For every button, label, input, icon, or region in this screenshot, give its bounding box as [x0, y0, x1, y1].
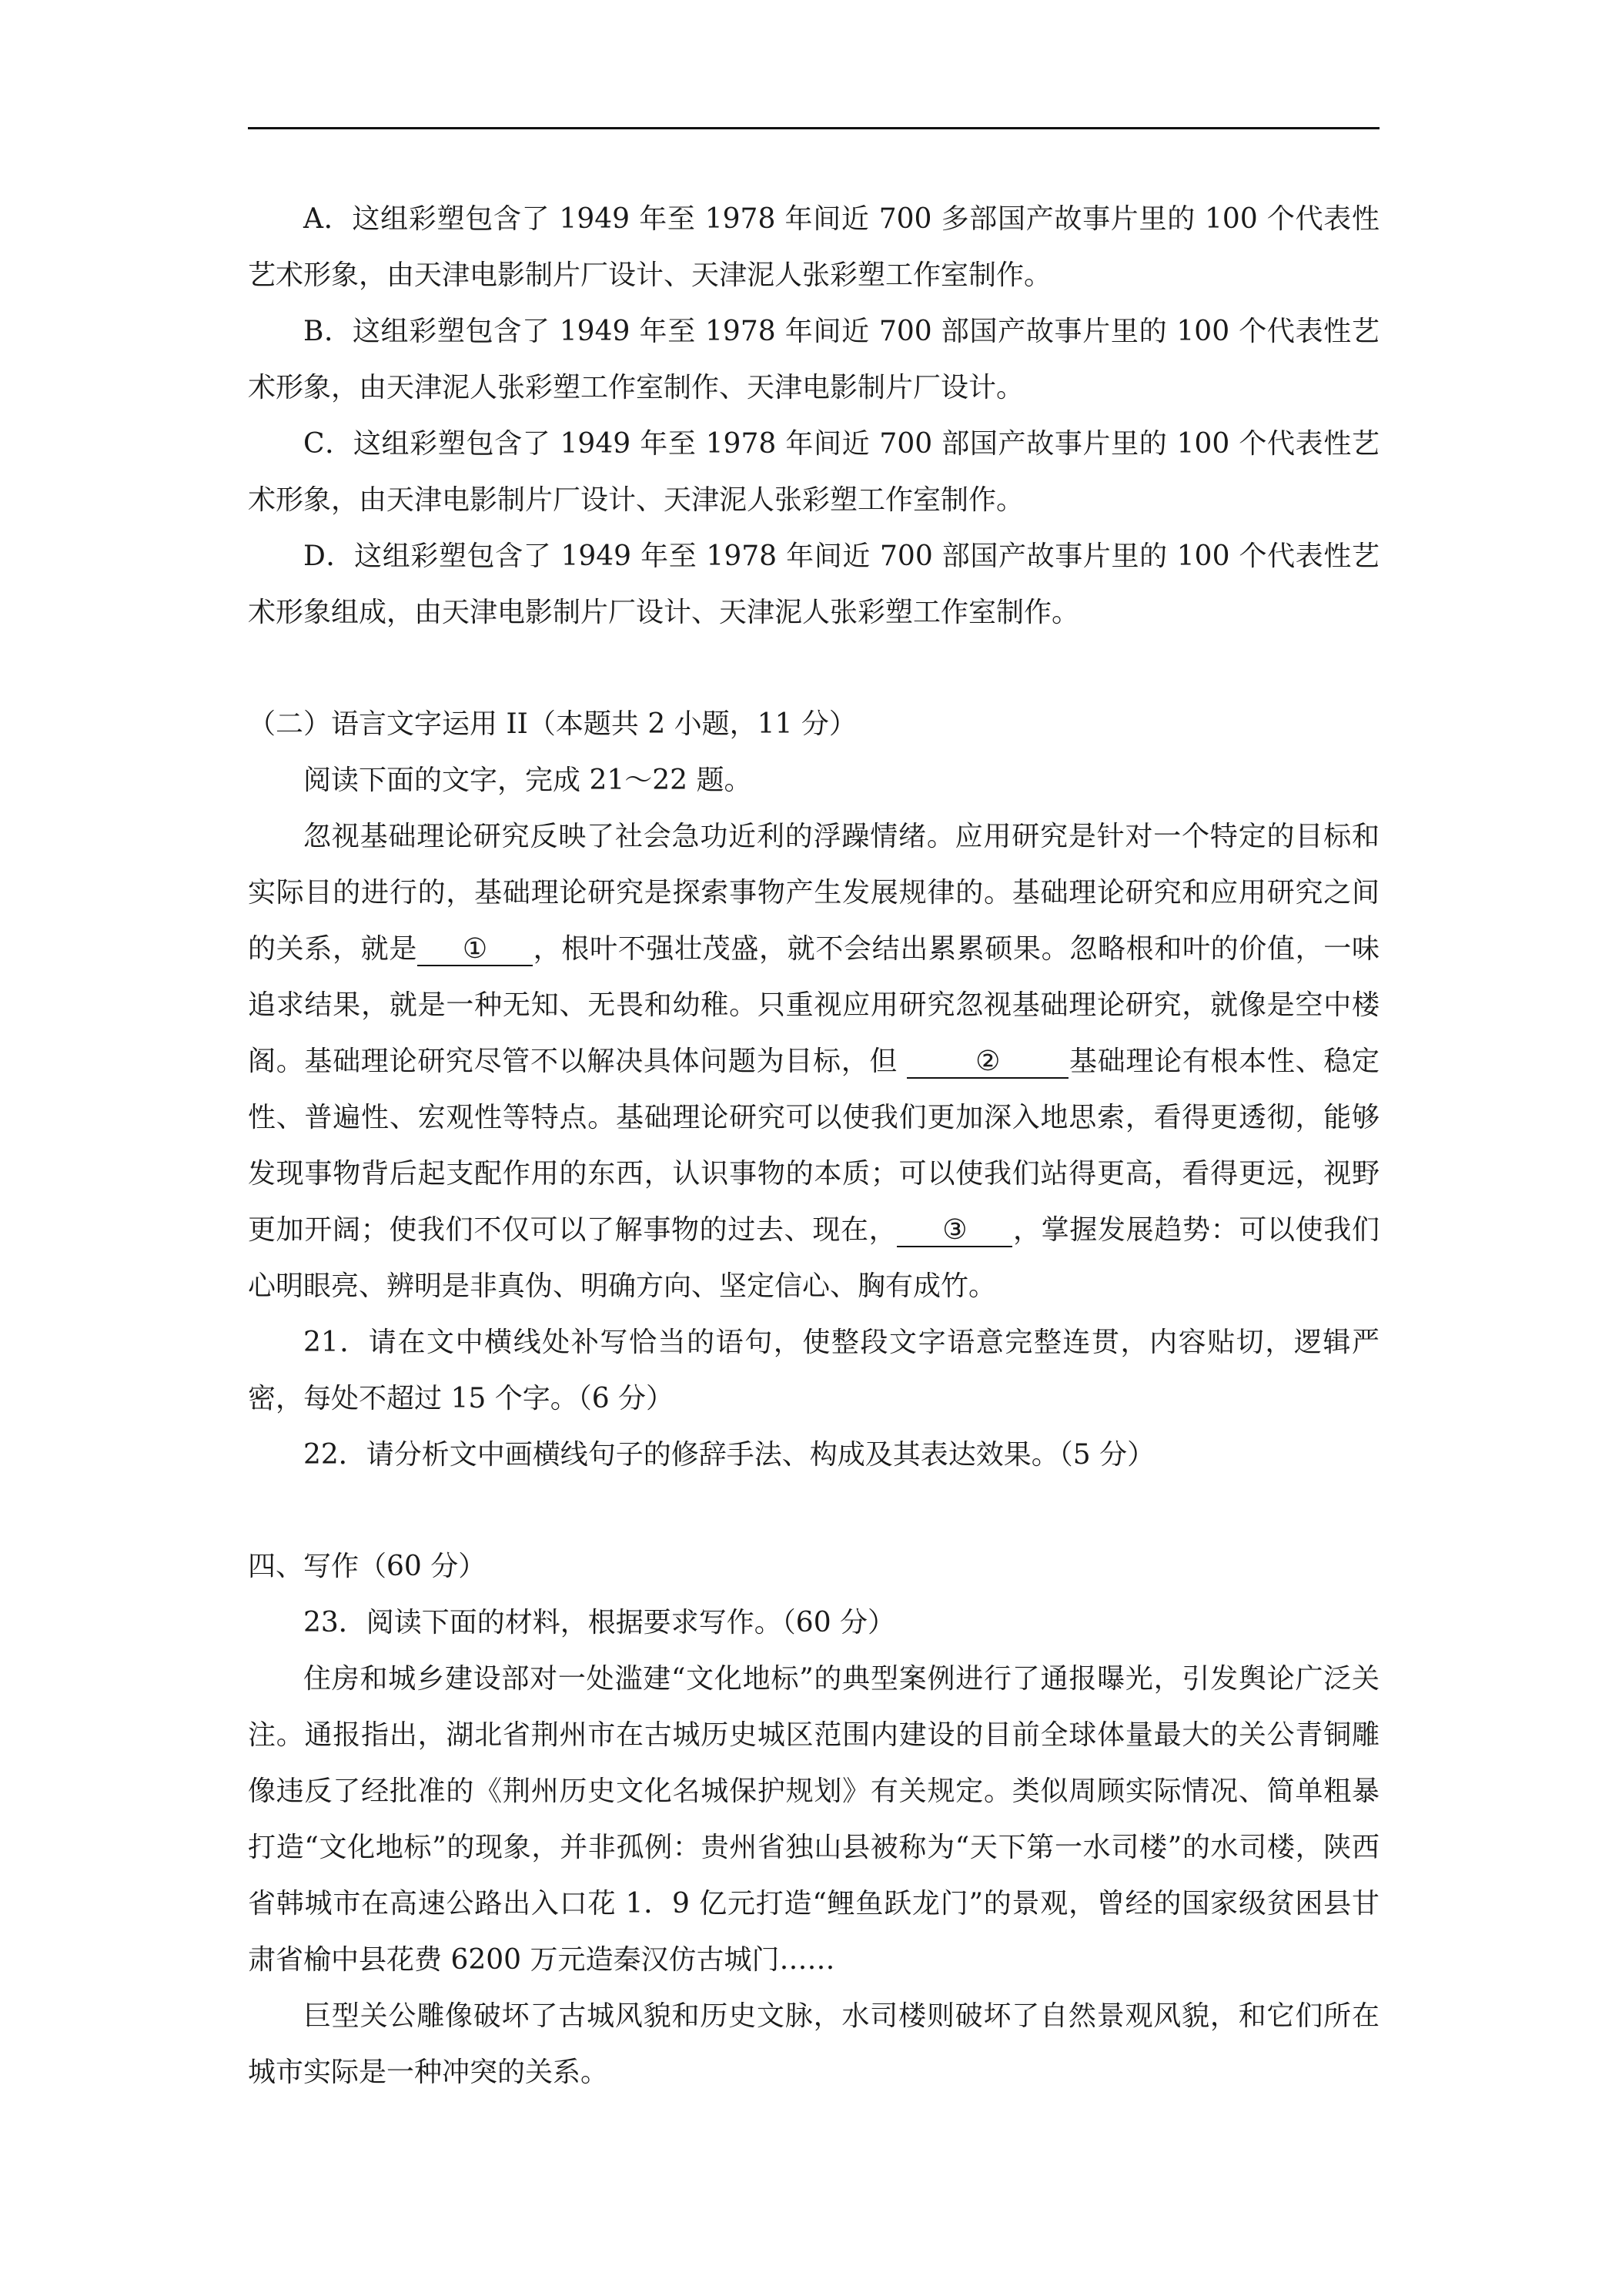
blank-2: ② [907, 1046, 1069, 1079]
blank-1: ① [417, 934, 533, 966]
question-23: 23．阅读下面的材料，根据要求写作。（60 分） [303, 1607, 896, 1638]
option-b: B．这组彩塑包含了 1949 年至 1978 年间近 700 部国产故事片里的 100 个代表性艺术形象，由天津泥人张彩塑工作室制作、天津电影制片厂设计。 [248, 316, 1380, 403]
passage-text-1: 忽视基础理论研究反映了社会急功近利的浮躁情绪。应用研究是针对一个特定的目标和实际目的进行的，基础理论研究是探索事物产生发展规律的。基础理论研究和应用研究之间的关系，就是 [248, 821, 1380, 965]
question-22: 22．请分析文中画横线句子的修辞手法、构成及其表达效果。（5 分） [303, 1439, 1155, 1471]
spacer [248, 641, 1380, 696]
question-21: 21．请在文中横线处补写恰当的语句，使整段文字语意完整连贯，内容贴切，逻辑严密，每处不超过 15 个字。（6 分） [248, 1327, 1380, 1414]
passage-text-3: 基础理论有根本性、稳定性、普遍性、宏观性等特点。基础理论研究可以使我们更加深入地思索，看得更透彻，能够发现事物背后起支配作用的东西，认识事物的本质；可以使我们站得更高，看得更远，视野更加开阔；使我们不仅可以了解事物的过去、现在， [248, 1046, 1380, 1246]
header-rule [248, 127, 1380, 129]
passage-text-4: ，掌握发展趋势：可以使我们心明眼亮、辨明是非真伪、明确方向、坚定信心、胸有成竹。 [248, 1214, 1380, 1302]
section-4-heading: 四、写作（60 分） [248, 1551, 487, 1582]
option-d: D．这组彩塑包含了 1949 年至 1978 年间近 700 部国产故事片里的 100 个代表性艺术形象组成，由天津电影制片厂设计、天津泥人张彩塑工作室制作。 [248, 541, 1380, 628]
material-paragraph-2: 巨型关公雕像破坏了古城风貌和历史文脉，水司楼则破坏了自然景观风貌，和它们所在城市实际是一种冲突的关系。 [248, 2000, 1380, 2088]
reading-instruction: 阅读下面的文字，完成 21～22 题。 [303, 765, 752, 796]
material-paragraph-1: 住房和城乡建设部对一处滥建“文化地标”的典型案例进行了通报曝光，引发舆论广泛关注。通报指出，湖北省荆州市在古城历史城区范围内建设的目前全球体量最大的关公青铜雕像违反了经批准的《荆州历史文化名城保护规划》有关规定。类似周顾实际情况、简单粗暴打造“文化地标”的现象，并非孤例：贵州省独山县被称为“天下第一水司楼”的水司楼，陕西省韩城市在高速公路出入口花 1．9 亿元打造“鲤鱼跃龙门”的景观，曾经的国家级贫困县甘肃省榆中县花费 6200 万元造秦汉仿古城门…… [248, 1663, 1380, 1976]
option-a: A．这组彩塑包含了 1949 年至 1978 年间近 700 多部国产故事片里的 100 个代表性艺术形象，由天津电影制片厂设计、天津泥人张彩塑工作室制作。 [248, 203, 1380, 291]
reading-passage [248, 808, 1380, 1314]
section-2-heading: （二）语言文字运用 II（本题共 2 小题，11 分） [248, 708, 857, 740]
option-c: C．这组彩塑包含了 1949 年至 1978 年间近 700 部国产故事片里的 100 个代表性艺术形象，由天津电影制片厂设计、天津泥人张彩塑工作室制作。 [248, 428, 1380, 516]
page-content [248, 191, 1380, 2100]
blank-3: ③ [897, 1215, 1012, 1247]
passage-text-2: ，根叶不强壮茂盛，就不会结出累累硕果。忽略根和叶的价值，一味追求结果，就是一种无知、无畏和幼稚。只重视应用研究忽视基础理论研究，就像是空中楼阁。基础理论研究尽管不以解决具体问题为目标，但 [248, 933, 1380, 1077]
spacer [248, 1483, 1380, 1538]
